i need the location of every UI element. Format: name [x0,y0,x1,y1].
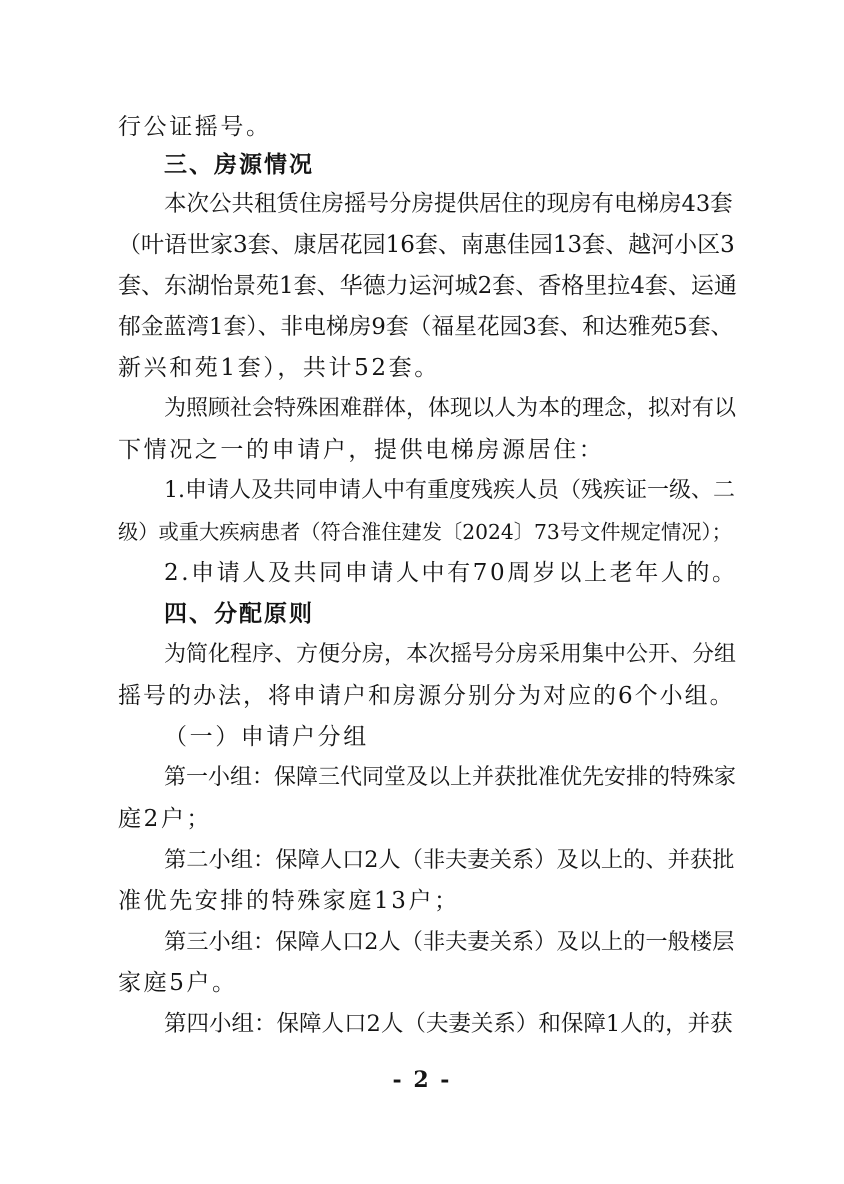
text-line: 级）或重大疾病患者（符合淮住建发〔2024〕73号文件规定情况）； [118,520,732,544]
list-item: 1.申请人及共同申请人中有重度残疾人员（残疾证一级、二 [164,478,735,503]
text-line: 第二小组：保障人口2人（非夫妻关系）及以上的、并获批 [164,847,735,873]
text-line: 为简化程序、方便分房，本次摇号分房采用集中公开、分组 [164,642,737,667]
text-line: 郁金蓝湾1套）、非电梯房9套（福星花园3套、和达雅苑5套、 [118,314,734,340]
text-line: 本次公共租赁住房摇号分房提供居住的现房有电梯房43套 [164,191,733,217]
section-heading: 三、房源情况 [164,152,314,178]
page-number: - 2 - [392,1067,452,1093]
text-line: 庭2户； [118,806,213,832]
subsection-heading: （一）申请户分组 [164,724,369,750]
text-line: 第四小组：保障人口2人（夫妻关系）和保障1人的，并获 [164,1011,733,1037]
list-item: 2.申请人及共同申请人中有70周岁以上老年人的。 [164,560,738,586]
text-line: 新兴和苑1套），共计52套。 [118,355,440,381]
section-heading: 四、分配原则 [164,601,314,627]
text-line: 第一小组：保障三代同堂及以上并获批准优先安排的特殊家 [164,765,737,790]
text-line: 摇号的办法，将申请户和房源分别分为对应的6个小组。 [118,683,735,709]
text-line: 准优先安排的特殊家庭13户； [118,888,460,914]
text-line: 套、东湖怡景苑1套、华德力运河城2套、香格里拉4套、运通 [118,273,737,299]
text-line: 家庭5户。 [118,970,238,996]
text-line: 为照顾社会特殊困难群体，体现以人为本的理念，拟对有以 [164,396,737,421]
text-line: （叶语世家3套、康居花园16套、南惠佳园13套、越河小区3 [118,232,735,258]
text-line: 下情况之一的申请户，提供电梯房源居住： [118,437,605,463]
text-line: 第三小组：保障人口2人（非夫妻关系）及以上的一般楼层 [164,929,735,955]
text-line: 行公证摇号。 [118,114,272,140]
